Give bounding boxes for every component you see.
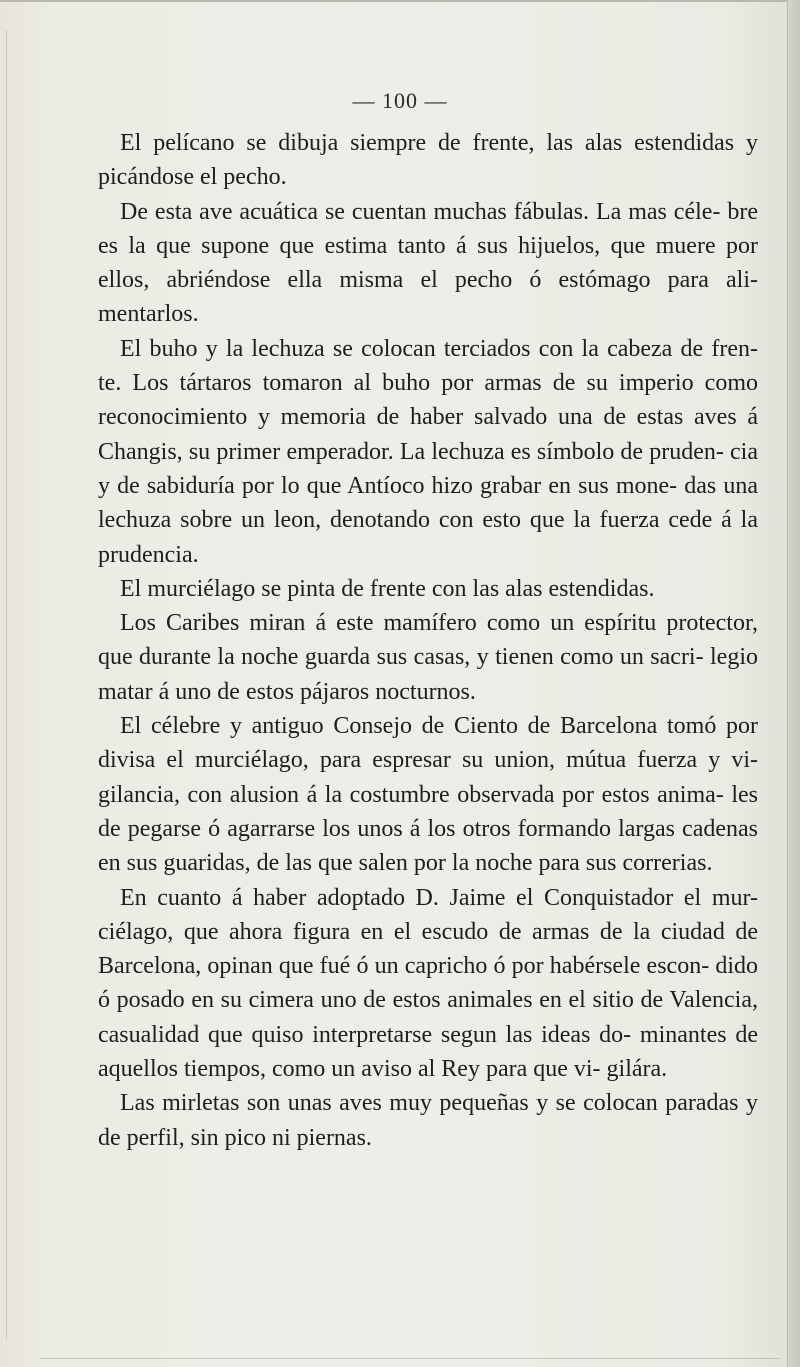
- paragraph: El murciélago se pinta de frente con las alas estendidas.: [120, 575, 655, 602]
- paragraph: El buho y la lechuza se colocan terciados con la cabeza de fren- te. Los tártaros tomaron al buho por armas de su imperio como reconocimiento y memoria de haber salvado una de estas aves á Changis, su primer emperador. La lechuza es símbolo de pruden- cia y de sabiduría por lo que Antíoco hizo grabar en sus mone- das una lechuza sobre un leon, denotando con esto que la fuerza cede á la prudencia.: [98, 335, 758, 568]
- paragraph: Los Caribes miran á este mamífero como un espíritu protector, que durante la noche guarda sus casas, y tienen como un sacri- legio matar á uno de estos pájaros nocturnos.: [98, 610, 758, 705]
- adjacent-page-edge: [787, 0, 800, 1367]
- page-number: — 100 —: [352, 88, 448, 113]
- page-fold-line: [6, 30, 7, 1340]
- paragraph: En cuanto á haber adoptado D. Jaime el Conquistador el mur- ciélago, que ahora figura en el escudo de armas de la ciudad de Barcelona, opinan que fué ó un capricho ó por habérsele escon- dido ó posado en su cimera uno de estos animales en el sitio de Valencia, casualidad que quiso interpretarse segun las ideas do- minantes de aquellos tiempos, como un aviso al Rey para que vi- gilára.: [98, 884, 758, 1083]
- paragraph: El célebre y antiguo Consejo de Ciento de Barcelona tomó por divisa el murciélago, para espresar su union, mútua fuerza y vi- gilancia, con alusion á la costumbre observada por estos anima- les de pegarse ó agarrarse los unos á los otros formando largas cadenas en sus guaridas, de las que salen por la noche para sus correrias.: [98, 713, 758, 877]
- paragraph: Las mirletas son unas aves muy pequeñas y se colocan paradas y de perfil, sin pico ni piernas.: [98, 1090, 758, 1151]
- paragraph: De esta ave acuática se cuentan muchas fábulas. La mas céle- bre es la que supone que estima tanto á sus hijuelos, que muere por ellos, abriéndose ella misma el pecho ó estómago para ali- mentarlos.: [98, 198, 758, 328]
- bottom-edge: [40, 1358, 780, 1359]
- top-edge: [0, 0, 800, 2]
- paragraph: El pelícano se dibuja siempre de frente, las alas estendidas y picándose el pecho.: [98, 130, 758, 191]
- body-text: [98, 126, 758, 1155]
